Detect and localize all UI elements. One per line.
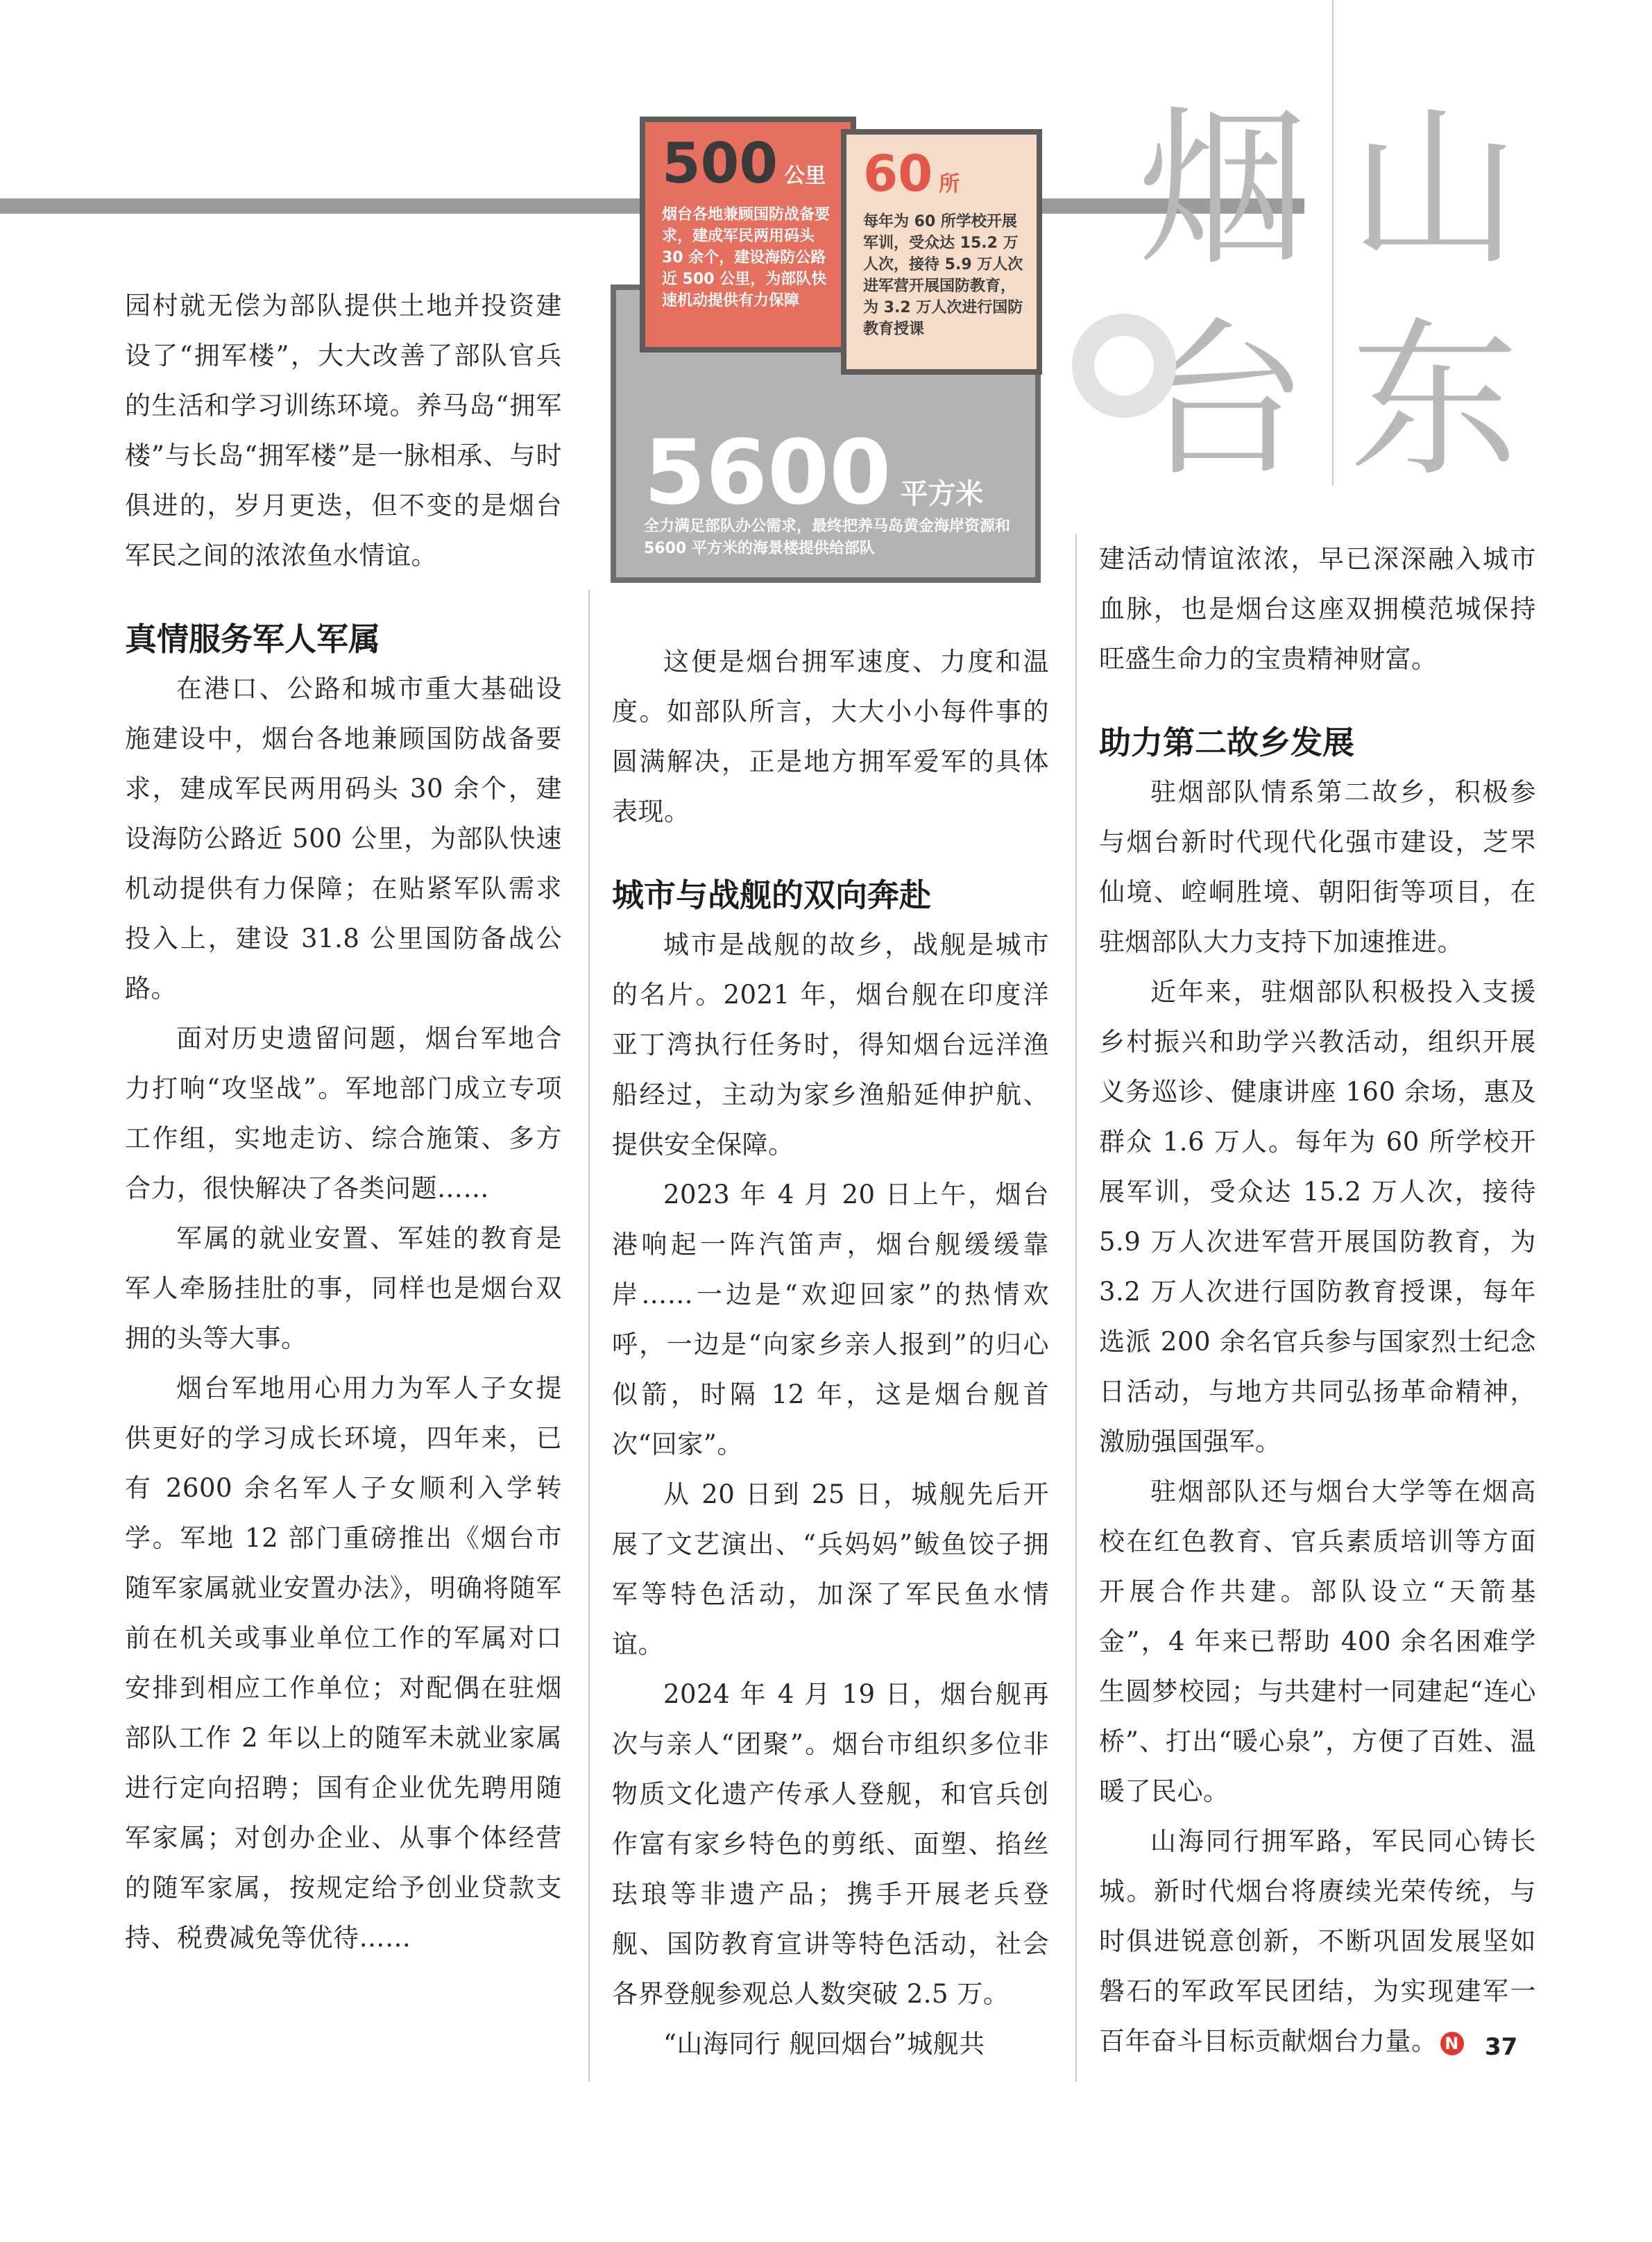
col2-paragraph-4: 2024 年 4 月 19 日，烟台舰再次与亲人“团聚”。烟台市组织多位非物质文化遗产传承人登舰，和官兵创作富有家乡特色的剪纸、面塑、掐丝珐琅等非遗产品；携手开展老兵登舰、国防教育宣讲等特色活动，社会各界登舰参观总人数突破 2.5 万。 [612,1679,1049,2009]
column-divider-left [588,590,590,2082]
title-divider [1332,0,1334,486]
infobox-cream-number: 60 [863,144,933,203]
infobox-red-unit: 公里 [784,164,826,188]
infobox-grey-text: 全力满足部队办公需求，最终把养马岛黄金海岸资源和 5600 平方米的海景楼提供给部队 [644,518,1011,557]
infobox-grey-number: 5600 [644,421,892,525]
title-char-yan: 烟 [1138,90,1308,288]
page-number: 37 [1485,2033,1518,2061]
column-divider-right [1075,534,1077,2082]
col1-paragraph-2: 面对历史遗留问题，烟台军地合力打响“攻坚战”。军地部门成立专项工作组，实地走访、综合施策、多方合力，很快解决了各类问题…… [125,1024,562,1203]
title-char-shan: 山 [1349,90,1519,288]
col2-paragraph-1: 城市是战舰的故乡，战舰是城市的名片。2021 年，烟台舰在印度洋亚丁湾执行任务时，得知烟台远洋渔船经过，主动为家乡渔船延伸护航、提供安全保障。 [612,930,1049,1160]
column-1 [125,281,562,1963]
end-mark-icon: N [1440,2032,1464,2055]
col2-intro-paragraph: 这便是烟台拥军速度、力度和温度。如部队所言，大大小小每件事的圆满解决，正是地方拥军爱军的具体表现。 [612,647,1049,826]
infobox-red-number: 500 [662,131,778,196]
col3-paragraph-2: 近年来，驻烟部队积极投入支援乡村振兴和助学兴教活动，组织开展义务巡诊、健康讲座 160 余场，惠及群众 1.6 万人。每年为 60 所学校开展军训，受众达 15.2 万人次，接待 5.9 万人次进军营开展国防教育，为 3.2 万人次进行国防教育授课，每年选派 200 余名官兵参与国家烈士纪念日活动，与地方共同弘扬革命精神，激励强国强军。 [1099,977,1536,1457]
infobox-red-text: 烟台各地兼顾国防战备要求，建成军民两用码头 30 余个，建设海防公路近 500 公里，为部队快速机动提供有力保障 [662,206,831,309]
decorative-ring-icon [1072,314,1176,418]
column-3 [1099,534,1536,2066]
col1-paragraph-4: 烟台军地用心用力为军人子女提供更好的学习成长环境，四年来，已有 2600 余名军人子女顺利入学转学。军地 12 部门重磅推出《烟台市随军家属就业安置办法》，明确将随军前在机关或事业单位工作的军属对口安排到相应工作单位；对配偶在驻烟部队工作 2 年以上的随军未就业家属进行定向招聘；国有企业优先聘用随军家属；对创办企业、从事个体经营的随军家属，按规定给予创业贷款支持、税费减免等优待…… [125,1373,562,1953]
column-2 [612,637,1049,2069]
col2-paragraph-3: 从 20 日到 25 日，城舰先后开展了文艺演出、“兵妈妈”鲅鱼饺子拥军等特色活动，加深了军民鱼水情谊。 [612,1479,1049,1659]
col1-paragraph-1: 在港口、公路和城市重大基础设施建设中，烟台各地兼顾国防战备要求，建成军民两用码头 30 余个，建设海防公路近 500 公里，为部队快速机动提供有力保障；在贴紧军队需求投入上，建设 31.8 公里国防备战公路。 [125,674,562,1003]
col2-section-heading: 城市与战舰的双向奔赴 [612,876,931,914]
col3-section-heading: 助力第二故乡发展 [1099,724,1354,761]
title-char-dong: 东 [1349,302,1519,500]
title-char-tai: 台 [1138,302,1308,500]
col3-paragraph-3: 驻烟部队还与烟台大学等在烟高校在红色教育、官兵素质培训等方面开展合作共建。部队设立“天箭基金”，4 年来已帮助 400 余名困难学生圆梦校园；与共建村一同建起“连心桥”、打出“暖心泉”，方便了百姓、温暖了民心。 [1099,1477,1536,1806]
col2-paragraph-5: “山海同行 舰回烟台”城舰共 [663,2029,985,2059]
col1-paragraph-3: 军属的就业安置、军娃的教育是军人牵肠挂肚的事，同样也是烟台双拥的头等大事。 [125,1223,562,1353]
infobox-cream-unit: 所 [939,172,960,196]
infobox-red [640,117,856,353]
infobox-grey-unit: 平方米 [900,478,984,510]
infobox-cream [841,129,1042,375]
col3-paragraph-4 [1099,1817,1536,2066]
col3-intro-paragraph: 建活动情谊浓浓，早已深深融入城市血脉，也是烟台这座双拥模范城保持旺盛生命力的宝贵精神财富。 [1099,544,1536,674]
col3-paragraph-1: 驻烟部队情系第二故乡，积极参与烟台新时代现代化强市建设，芝罘仙境、崆峒胜境、朝阳街等项目，在驻烟部队大力支持下加速推进。 [1099,777,1536,957]
infobox-cream-text: 每年为 60 所学校开展军训，受众达 15.2 万人次，接待 5.9 万人次进军营开展国防教育，为 3.2 万人次进行国防教育授课 [863,213,1023,338]
col2-paragraph-2: 2023 年 4 月 20 日上午，烟台港响起一阵汽笛声，烟台舰缓缓靠岸……一边是“欢迎回家”的热情欢呼，一边是“向家乡亲人报到”的归心似箭，时隔 12 年，这是烟台舰首次“回家”。 [612,1180,1049,1459]
col1-section-heading: 真情服务军人军属 [125,620,380,658]
col3-paragraph-4-text: 山海同行拥军路，军民同心铸长城。新时代烟台将赓续光荣传统，与时俱进锐意创新，不断巩固发展坚如磐石的军政军民团结，为实现建军一百年奋斗目标贡献烟台力量。 [1099,1826,1536,2056]
col1-intro-paragraph: 园村就无偿为部队提供土地并投资建设了“拥军楼”，大大改善了部队官兵的生活和学习训练环境。养马岛“拥军楼”与长岛“拥军楼”是一脉相承、与时俱进的，岁月更迭，但不变的是烟台军民之间的浓浓鱼水情谊。 [125,291,562,570]
